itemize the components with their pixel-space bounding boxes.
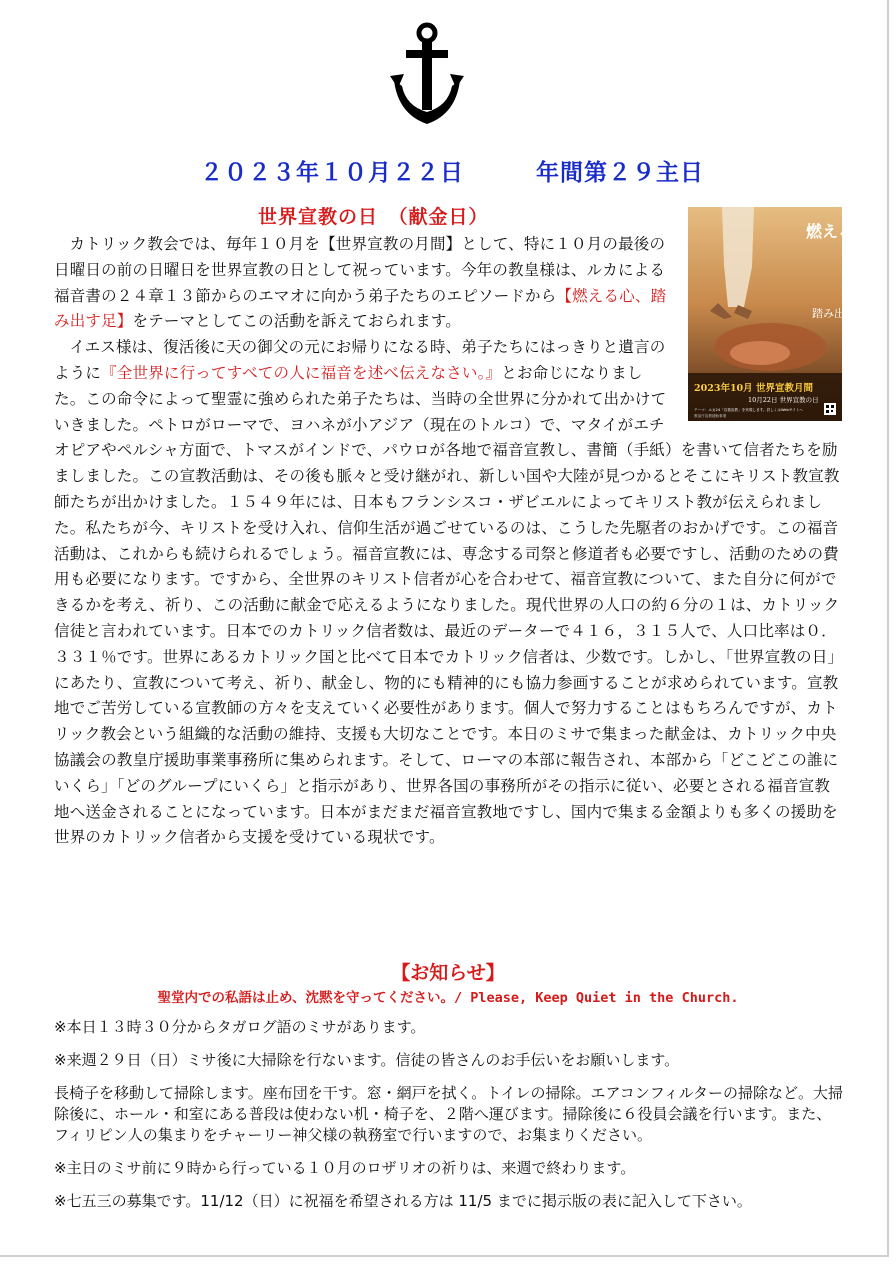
poster-caption-sub: 10月22日 世界宣教の日 [748, 396, 819, 404]
liturgical-day: 年間第２９主日 [536, 160, 704, 186]
notice-item: ※七五三の募集です。11/12（日）に祝福を希望される方は 11/5 までに掲示版の表に記入して下さい。 [54, 1192, 752, 1210]
poster-headline-2: 踏み出す足 [812, 307, 867, 320]
date-text: ２０２３年１０月２２日 [200, 160, 464, 186]
notice-item: ※本日１３時３０分からタガログ語のミサがあります。 [54, 1018, 426, 1036]
notices-list [54, 1014, 844, 1212]
notice-item: 長椅子を移動して掃除します。座布団を干す。窓・網戸を拭く。トイレの掃除。エアコンフィルターの掃除など。大掃除後に、ホール・和室にある普段は使わない机・椅子を、２階へ運びます。掃除後に６役員会議を行います。また、フィリピン人の集まりをチャーリー神父様の執務室で行いますので、お集まりください。 [54, 1084, 844, 1144]
notices-title: 【お知らせ】 [391, 962, 505, 984]
article-body [54, 232, 844, 851]
article-text: イエス様は、復活後に天の御父の元にお帰りになる時、弟子たちにはっきりと遺言のように [54, 338, 666, 382]
anchor-icon [390, 22, 464, 126]
article-text: とお命じになりました。この命令によって聖霊に強められた弟子たちは、当時の全世界に分かれて出かけていきました。ペトロがローマで、ヨハネが小アジア（現在のトルコ）で、マタイがエチオピアやペルシャ方面で、トマスがインドで、パウロが各地で福音宣教し、書簡（手紙）を書いて信者たちを励ましました。この宣教活動は、その後も脈々と受け継がれ、新しい国や大陸が見つかるとそこにキリスト教宣教師たちが出かけました。１５４９年には、日本もフランシスコ・ザビエルによってキリスト教が伝えられました。私たちが今、キリストを受け入れ、信仰生活が過ごせているのは、こうした先駆者のおかげです。この福音活動は、これからも続けられるでしょう。福音宣教には、専念する司祭と修道者も必要ですし、活動のための費用も必要になります。ですから、全世界のキリスト信者が心を合わせて、福音宣教について、また自分に何ができるかを考え、祈り、この活動に献金で応えるようになりました。現代世界の人口の約６分の１は、カトリック信徒と言われています。日本でのカトリック信者数は、最近のデーターで４１６，３１５人で、人口比率は０．３３１％です。世界にあるカトリック国と比べて日本でカトリック信者は、少数です。しかし、「世界宣教の日」にあたり、宣教について考え、祈り、献金し、物的にも精神的にも協力参画することが求められています。宣教地でご苦労している宣教師の方々を支えていく必要性があります。個人で努力することはもちろんですが、カトリック教会という組織的な活動の維持、支援も大切なことです。本日のミサで集まった献金は、カトリック中央協議会の教皇庁援助事業事務所に集められます。そして、ローマの本部に報告され、本部から「どこどこの誰にいくら」「どのグループにいくら」と指示があり、世界各国の事務所がその指示に従い、必要とされる福音宣教地へ送金されることになっています。日本がまだまだ福音宣教地ですし、国内で集まる金額よりも多くの援助を世界のカトリック信者から支援を受けている現状です。 [54, 363, 844, 847]
poster-publisher: 教皇庁宣教援助事業 [694, 414, 727, 418]
poster-caption-main: 2023年10月 世界宣教月間 [694, 383, 813, 394]
poster-headline-1: 燃える心、 [806, 222, 887, 241]
poster-float-spacer [672, 232, 844, 422]
article-text: カトリック教会では、毎年１０月を【世界宣教の月間】として、特に１０月の最後の日曜日の前の日曜日を世界宣教の日として祝っています。今年の教皇様は、ルカによる福音書の２４章１３節からのエマオに向かう弟子たちのエピソードから [54, 235, 666, 305]
theme-quote: 【燃える心、踏み出す足】 [54, 286, 667, 331]
keep-quiet-notice: 聖堂内での私語は止め、沈黙を守ってください。/ Please, Keep Quiet in the Church. [157, 990, 739, 1006]
poster-footnote: テーマ：ルカ24「自我宣教」を実現します。詳しくはWebサイトへ [694, 408, 803, 412]
commission-quote: 『全世界に行ってすべての人に福音を述べ伝えなさい。』 [101, 363, 502, 382]
notice-item: ※来週２９日（日）ミサ後に大掃除を行ないます。信徒の皆さんのお手伝いをお願いします。 [54, 1051, 680, 1069]
notice-item: ※主日のミサ前に９時から行っている１０月のロザリオの祈りは、来週で終わります。 [54, 1159, 636, 1177]
article-text: をテーマとしてこの活動を訴えておられます。 [132, 312, 461, 331]
page-subtitle: 世界宣教の日 （献金日） [258, 206, 489, 228]
